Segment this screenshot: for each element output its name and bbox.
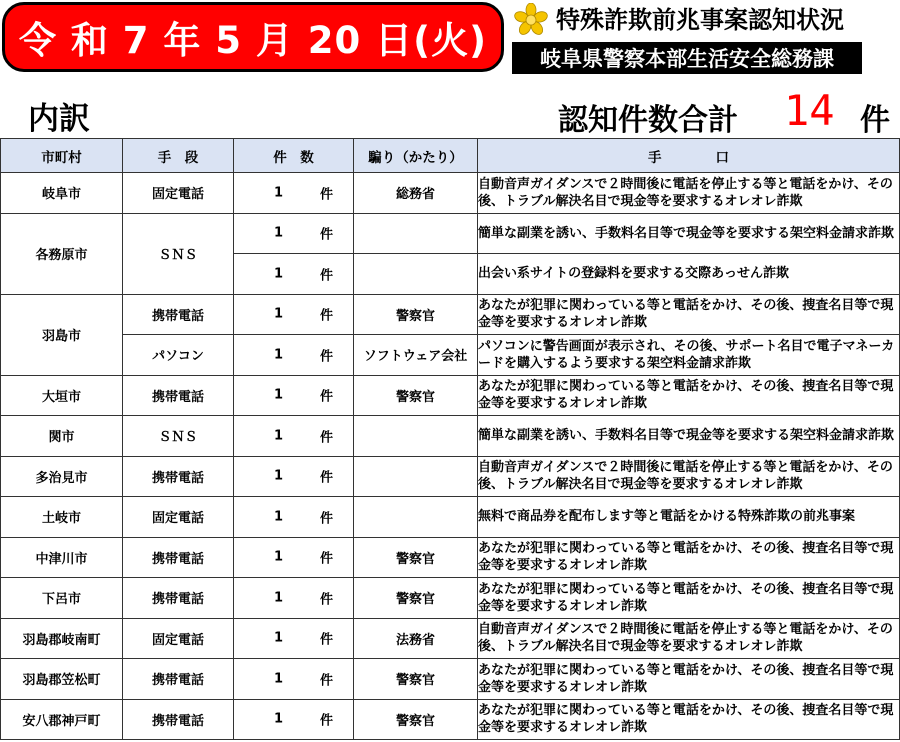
- method-cell: 携帯電話: [123, 699, 234, 740]
- table-row: [1, 497, 900, 538]
- count-cell: [234, 618, 354, 659]
- count-unit: 件: [319, 389, 333, 405]
- count-value: 1: [274, 711, 284, 727]
- count-cell: [234, 497, 354, 538]
- city-cell: 安八郡神戸町: [1, 699, 123, 740]
- count-cell: [234, 537, 354, 578]
- table-row: [1, 659, 900, 700]
- count-cell: [234, 375, 354, 416]
- modus-cell: 出会い系サイトの登録料を要求する交際あっせん詐欺: [478, 254, 900, 295]
- table-row: [1, 173, 900, 214]
- method-cell: ＳＮＳ: [123, 416, 234, 457]
- city-cell: 下呂市: [1, 578, 123, 619]
- table-row: [1, 375, 900, 416]
- method-cell: 固定電話: [123, 618, 234, 659]
- modus-cell: あなたが犯罪に関わっている等と電話をかけ、その後、捜査名目等で現金等を要求するオレオレ詐欺: [478, 578, 900, 619]
- modus-cell: あなたが犯罪に関わっている等と電話をかけ、その後、捜査名目等で現金等を要求するオレオレ詐欺: [478, 375, 900, 416]
- impersonation-cell: 法務省: [354, 618, 478, 659]
- impersonation-cell: [354, 213, 478, 254]
- count-unit: 件: [319, 349, 333, 365]
- modus-cell: 簡単な副業を誘い、手数料名目等で現金等を要求する架空料金請求詐欺: [478, 416, 900, 457]
- count-value: 1: [274, 590, 284, 606]
- count-value: 1: [274, 306, 284, 322]
- count-value: 1: [274, 630, 284, 646]
- impersonation-cell: [354, 497, 478, 538]
- city-cell: 大垣市: [1, 375, 123, 416]
- method-cell: 携帯電話: [123, 294, 234, 335]
- count-unit: 件: [319, 713, 333, 729]
- method-cell: 携帯電話: [123, 578, 234, 619]
- impersonation-cell: ソフトウェア会社: [354, 335, 478, 376]
- count-unit: 件: [319, 187, 333, 203]
- impersonation-cell: 総務省: [354, 173, 478, 214]
- count-unit: 件: [319, 227, 333, 243]
- table-row: [1, 335, 900, 376]
- impersonation-cell: 警察官: [354, 578, 478, 619]
- breakdown-label: 内訳: [28, 101, 90, 137]
- count-value: 1: [274, 347, 284, 363]
- count-unit: 件: [319, 673, 333, 689]
- department-label: 岐阜県警察本部生活安全総務課: [512, 42, 862, 74]
- modus-cell: 自動音声ガイダンスで２時間後に電話を停止する等と電話をかけ、その後、トラブル解決名目で現金等を要求するオレオレ詐欺: [478, 456, 900, 497]
- count-unit: 件: [319, 308, 333, 324]
- count-unit: 件: [319, 470, 333, 486]
- table-header-row: [1, 139, 900, 173]
- table-row: [1, 456, 900, 497]
- count-value: 1: [274, 549, 284, 565]
- count-unit: 件: [319, 592, 333, 608]
- modus-cell: 自動音声ガイダンスで２時間後に電話を停止する等と電話をかけ、その後、トラブル解決名目で現金等を要求するオレオレ詐欺: [478, 173, 900, 214]
- method-cell: パソコン: [123, 335, 234, 376]
- count-cell: [234, 456, 354, 497]
- column-header-modus: 手 口: [478, 139, 900, 173]
- modus-cell: あなたが犯罪に関わっている等と電話をかけ、その後、捜査名目等で現金等を要求するオレオレ詐欺: [478, 699, 900, 740]
- modus-cell: あなたが犯罪に関わっている等と電話をかけ、その後、捜査名目等で現金等を要求するオレオレ詐欺: [478, 537, 900, 578]
- table-row: [1, 213, 900, 254]
- modus-cell: 簡単な副業を誘い、手数料名目等で現金等を要求する架空料金請求詐欺: [478, 213, 900, 254]
- city-cell: 羽島郡岐南町: [1, 618, 123, 659]
- count-value: 1: [274, 671, 284, 687]
- method-cell: 携帯電話: [123, 537, 234, 578]
- impersonation-cell: [354, 456, 478, 497]
- impersonation-cell: 警察官: [354, 294, 478, 335]
- table-row: [1, 578, 900, 619]
- table-row: [1, 416, 900, 457]
- count-unit: 件: [319, 511, 333, 527]
- method-cell: 携帯電話: [123, 456, 234, 497]
- impersonation-cell: [354, 416, 478, 457]
- table-row: [1, 537, 900, 578]
- city-cell: 多治見市: [1, 456, 123, 497]
- count-value: 1: [274, 428, 284, 444]
- method-cell: ＳＮＳ: [123, 213, 234, 294]
- report-title: 特殊詐欺前兆事案認知状況: [556, 6, 844, 34]
- impersonation-cell: 警察官: [354, 659, 478, 700]
- city-cell: 羽島市: [1, 294, 123, 375]
- table-row: [1, 618, 900, 659]
- count-value: 1: [274, 387, 284, 403]
- count-value: 1: [274, 185, 284, 201]
- count-value: 1: [274, 468, 284, 484]
- count-cell: [234, 213, 354, 254]
- police-emblem-icon: [514, 3, 548, 37]
- count-cell: [234, 294, 354, 335]
- cases-table: [0, 138, 900, 740]
- count-cell: [234, 416, 354, 457]
- impersonation-cell: 警察官: [354, 699, 478, 740]
- table-row: [1, 699, 900, 740]
- count-cell: [234, 335, 354, 376]
- modus-cell: あなたが犯罪に関わっている等と電話をかけ、その後、捜査名目等で現金等を要求するオレオレ詐欺: [478, 294, 900, 335]
- table-row: [1, 294, 900, 335]
- count-unit: 件: [319, 551, 333, 567]
- date-banner: 令 和 7 年 5 月 20 日(火): [2, 2, 504, 72]
- city-cell: 羽島郡笠松町: [1, 659, 123, 700]
- column-header-impersonation: 騙り（かたり）: [354, 139, 478, 173]
- method-cell: 携帯電話: [123, 659, 234, 700]
- column-header-city: 市町村: [1, 139, 123, 173]
- method-cell: 固定電話: [123, 173, 234, 214]
- column-header-method: 手 段: [123, 139, 234, 173]
- method-cell: 携帯電話: [123, 375, 234, 416]
- count-cell: [234, 578, 354, 619]
- modus-cell: 無料で商品券を配布します等と電話をかける特殊詐欺の前兆事案: [478, 497, 900, 538]
- total-count: 14: [784, 86, 835, 135]
- method-cell: 固定電話: [123, 497, 234, 538]
- modus-cell: あなたが犯罪に関わっている等と電話をかけ、その後、捜査名目等で現金等を要求するオレオレ詐欺: [478, 659, 900, 700]
- total-label: 認知件数合計: [558, 103, 738, 138]
- count-unit: 件: [319, 268, 333, 284]
- count-value: 1: [274, 225, 284, 241]
- count-unit: 件: [319, 430, 333, 446]
- city-cell: 中津川市: [1, 537, 123, 578]
- total-unit: 件: [860, 103, 890, 138]
- count-value: 1: [274, 509, 284, 525]
- impersonation-cell: 警察官: [354, 375, 478, 416]
- column-header-count: 件 数: [234, 139, 354, 173]
- count-cell: [234, 254, 354, 295]
- impersonation-cell: [354, 254, 478, 295]
- count-value: 1: [274, 266, 284, 282]
- modus-cell: パソコンに警告画面が表示され、その後、サポート名目で電子マネーカードを購入するよう要求する架空料金請求詐欺: [478, 335, 900, 376]
- city-cell: 岐阜市: [1, 173, 123, 214]
- city-cell: 各務原市: [1, 213, 123, 294]
- city-cell: 土岐市: [1, 497, 123, 538]
- count-cell: [234, 173, 354, 214]
- count-unit: 件: [319, 632, 333, 648]
- modus-cell: 自動音声ガイダンスで２時間後に電話を停止する等と電話をかけ、その後、トラブル解決名目で現金等を要求するオレオレ詐欺: [478, 618, 900, 659]
- impersonation-cell: 警察官: [354, 537, 478, 578]
- city-cell: 関市: [1, 416, 123, 457]
- count-cell: [234, 659, 354, 700]
- count-cell: [234, 699, 354, 740]
